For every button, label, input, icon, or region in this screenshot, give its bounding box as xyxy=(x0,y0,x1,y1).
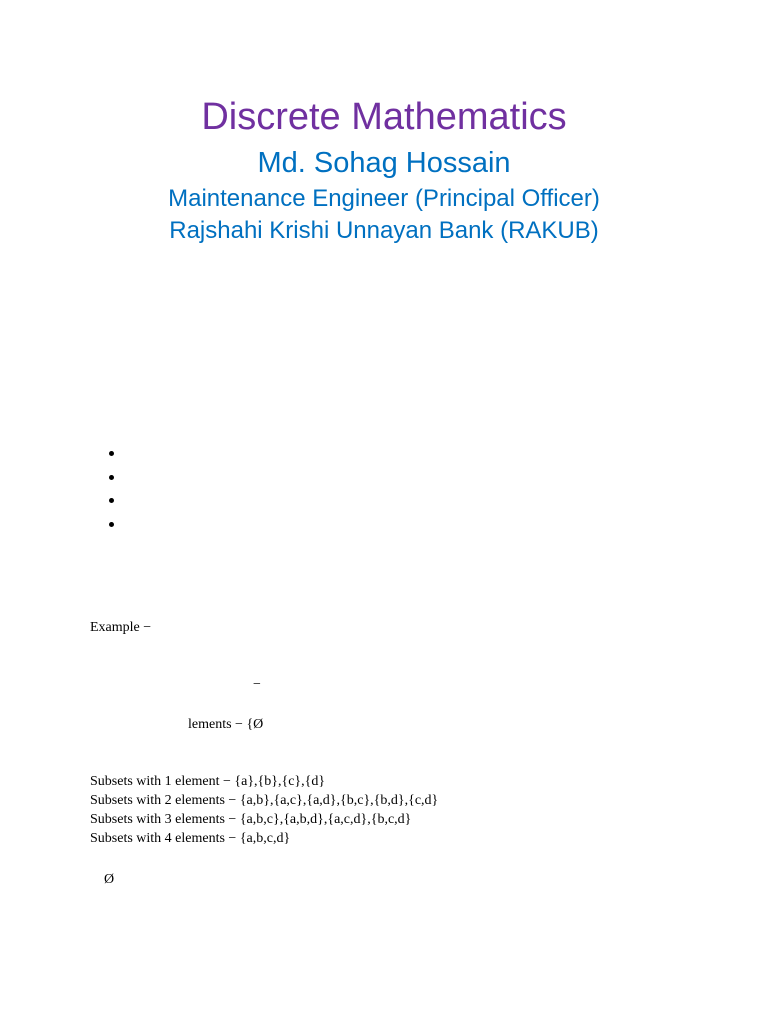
dash-fragment: − xyxy=(253,677,261,692)
author-name: Md. Sohag Hossain xyxy=(257,147,511,179)
elements-fragment: lements − {Ø xyxy=(188,717,264,732)
author-organization: Rajshahi Krishi Unnayan Bank (RAKUB) xyxy=(169,217,599,244)
bullet-point xyxy=(109,451,114,456)
empty-set-symbol: Ø xyxy=(104,872,115,887)
subset-line: Subsets with 2 elements − {a,b},{a,c},{a,d},{b,c},{b,d},{c,d} xyxy=(90,793,439,808)
page-title: Discrete Mathematics xyxy=(201,96,567,138)
bullet-point xyxy=(109,498,114,503)
author-role: Maintenance Engineer (Principal Officer) xyxy=(168,185,600,212)
bullet-point xyxy=(109,522,114,527)
subset-line: Subsets with 3 elements − {a,b,c},{a,b,d},{a,c,d},{b,c,d} xyxy=(90,812,412,827)
bullet-point xyxy=(109,475,114,480)
example-label: Example − xyxy=(90,620,152,635)
subset-line: Subsets with 1 element − {a},{b},{c},{d} xyxy=(90,774,326,789)
subset-line: Subsets with 4 elements − {a,b,c,d} xyxy=(90,831,291,846)
